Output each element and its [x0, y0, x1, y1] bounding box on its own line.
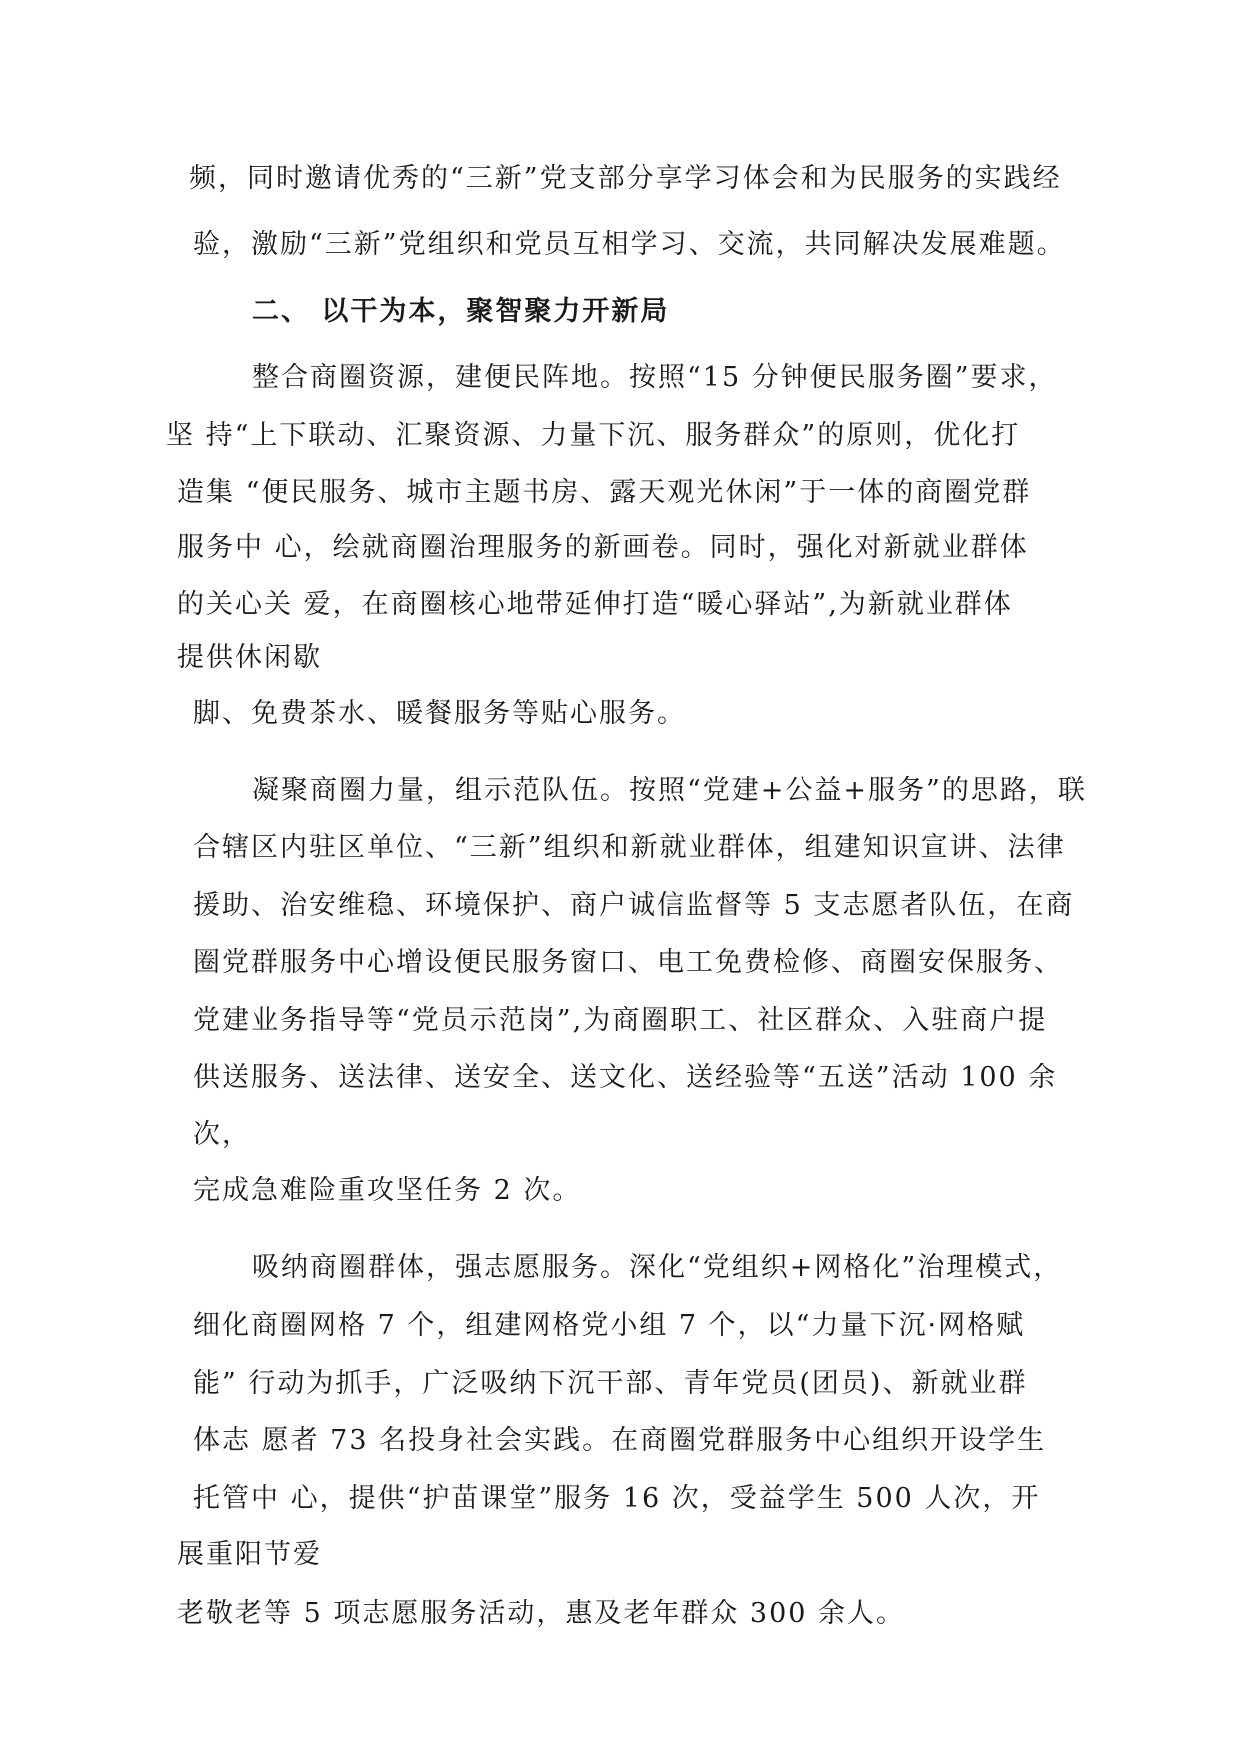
text-line: 完成急难险重攻坚任务 2 次。	[193, 1175, 582, 1206]
text-line: 吸纳商圈群体，强志愿服务。深化“党组织+网格化”治理模式，	[252, 1252, 1063, 1283]
text-line: 合辖区内驻区单位、“三新”组织和新就业群体，组建知识宣讲、法律	[193, 832, 1066, 863]
section-heading: 二、 以干为本，聚智聚力开新局	[252, 296, 670, 327]
text-line: 能” 行动为抓手，广泛吸纳下沉干部、青年党员(团员)、新就业群	[193, 1368, 1028, 1399]
text-line: 体志 愿者 73 名投身社会实践。在商圈党群服务中心组织开设学生	[193, 1425, 1047, 1456]
text-line: 服务中 心，绘就商圈治理服务的新画卷。同时，强化对新就业群体	[177, 532, 1029, 563]
text-line: 次，	[193, 1119, 251, 1150]
text-line: 造集 “便民服务、城市主题书房、露天观光休闲”于一体的商圈党群	[177, 477, 1032, 508]
text-line: 坚 持“上下联动、汇聚资源、力量下沉、服务群众”的原则，优化打	[166, 420, 1021, 451]
text-line: 整合商圈资源，建便民阵地。按照“15 分钟便民服务圈”要求，	[252, 362, 1058, 393]
text-line: 凝聚商圈力量，组示范队伍。按照“党建+公益+服务”的思路，联	[252, 775, 1087, 806]
text-line: 脚、免费茶水、暖餐服务等贴心服务。	[193, 698, 686, 729]
text-line: 频，同时邀请优秀的“三新”党支部分享学习体会和为民服务的实践经	[189, 163, 1062, 194]
text-line: 圈党群服务中心增设便民服务窗口、电工免费检修、商圈安保服务、	[193, 947, 1063, 978]
text-line: 验，激励“三新”党组织和党员互相学习、交流，共同解决发展难题。	[193, 229, 1066, 260]
text-line: 展重阳节爱	[177, 1539, 322, 1570]
text-line: 提供休闲歇	[177, 642, 322, 673]
text-line: 细化商圈网格 7 个，组建网格党小组 7 个，以“力量下沉·网格赋	[193, 1310, 1026, 1341]
text-line: 的关心关 爱，在商圈核心地带延伸打造“暖心驿站”,为新就业群体	[177, 589, 1013, 620]
text-line: 供送服务、送法律、送安全、送文化、送经验等“五送”活动 100 余	[193, 1062, 1058, 1093]
text-line: 党建业务指导等“党员示范岗”,为商圈职工、社区群众、入驻商户提	[193, 1005, 1048, 1036]
text-line: 老敬老等 5 项志愿服务活动，惠及老年群众 300 余人。	[177, 1598, 906, 1629]
text-line: 援助、治安维稳、环境保护、商户诚信监督等 5 支志愿者队伍，在商	[193, 890, 1075, 921]
text-line: 托管中 心，提供“护苗课堂”服务 16 次，受益学生 500 人次，开	[193, 1483, 1041, 1514]
